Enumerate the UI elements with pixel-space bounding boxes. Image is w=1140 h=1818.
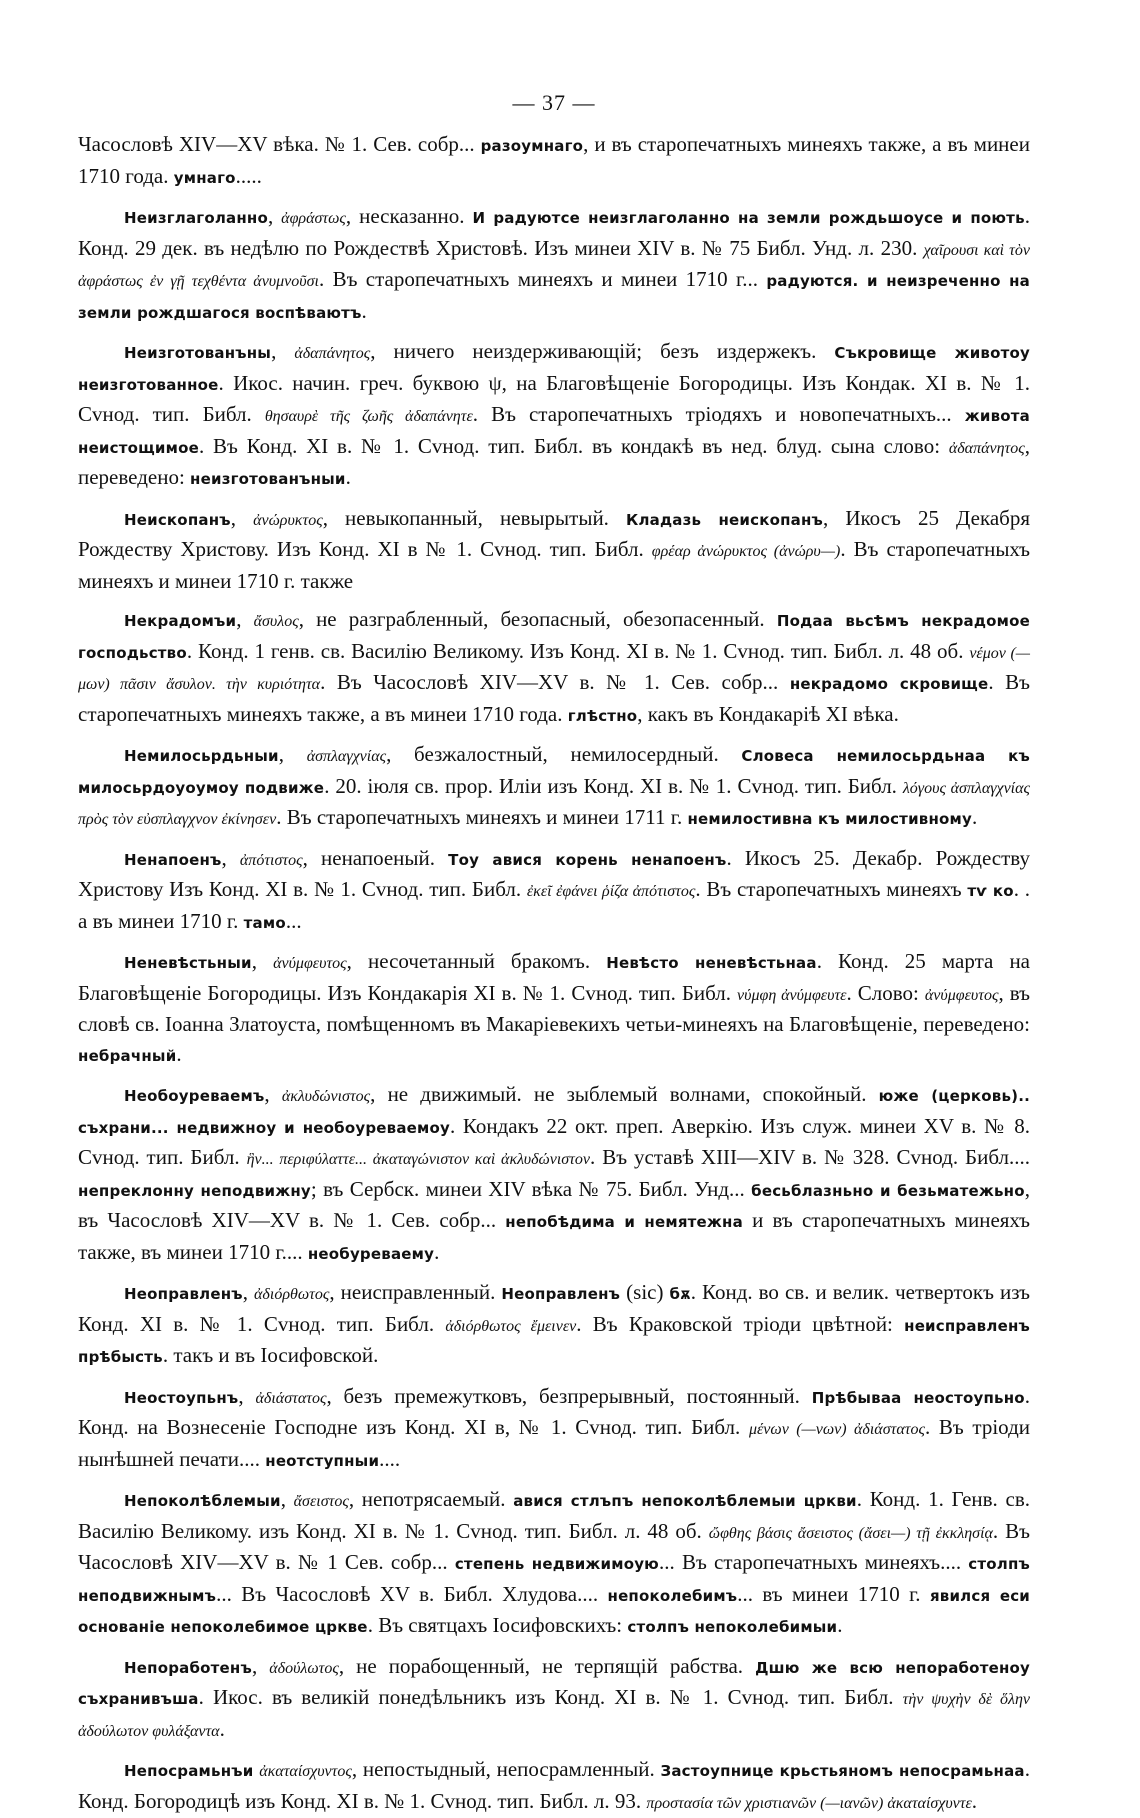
slavonic-quote: радуются. и неизреченно на земли рождшагося воспѣваютъ bbox=[78, 272, 1031, 322]
entry-text: . Икосъ 25. Декабр. Рождеству Христову Изъ Конд. XI в. № 1. Сvнод. тип. Библ. bbox=[78, 845, 1031, 901]
slavonic-quote: небрачный bbox=[78, 1046, 177, 1065]
slavonic-quote: непреклонну неподвижну bbox=[78, 1181, 311, 1200]
separator: , bbox=[242, 1280, 255, 1304]
greek-equivalent: ἀπότιστος bbox=[239, 851, 303, 869]
dictionary-entry bbox=[78, 1080, 1030, 1269]
slavonic-quote: Тоу авися корень ненапоенъ bbox=[448, 850, 727, 869]
entry-text: ... въ минеи 1710 г. bbox=[737, 1581, 930, 1606]
entry-text: . Икос. начин. греч. буквою ψ, на Благовѣщеніе Богородицы. Изъ Кондак. XI в. № 1. Сvнод. тип. Библ. bbox=[78, 370, 1030, 426]
dictionary-entry bbox=[78, 1485, 1030, 1643]
slavonic-quote: Кладазь неископанъ bbox=[626, 510, 824, 529]
greek-equivalent: ἀφράστως bbox=[281, 210, 346, 227]
slavonic-quote: разоумнаго bbox=[480, 137, 584, 155]
slavonic-quote: Дшю же всю непоработеноу съхранивъша bbox=[78, 1658, 1031, 1708]
slavonic-quote: авися стлъпъ непоколѣблемыи цркви bbox=[513, 1492, 857, 1510]
entry-text: . Въ уставѣ XIII—XIV в. № 328. Сvнод. Библ.... bbox=[590, 1145, 1030, 1169]
greek-equivalent: ἀδούλωτος bbox=[269, 1659, 339, 1677]
dictionary-entry bbox=[78, 740, 1030, 835]
entry-text: , не порабощенный, не терпящій рабства. bbox=[338, 1653, 756, 1678]
entry-text: , переведено: bbox=[78, 433, 1030, 489]
slavonic-quote: Съкровище животоу неизготованное bbox=[78, 344, 1031, 394]
slavonic-quote: немилостивна къ милостивному bbox=[687, 810, 972, 828]
entry-text: , и въ старопечатныхъ минеяхъ также, а въ минеи 1710 года. bbox=[78, 132, 1030, 188]
slavonic-quote: неотступныи bbox=[265, 1451, 380, 1470]
slavonic-quote: И радуютсе неизглаголанно на земли рождьшоусе и поють bbox=[472, 209, 1025, 227]
entry-text: . Конд. 29 дек. въ недѣлю по Рождествѣ Христовѣ. Изъ минеи XIV в. № 75 Библ. Унд. л. 230. bbox=[78, 204, 1031, 260]
separator: , bbox=[251, 1653, 270, 1678]
greek-quote: ἣν... περιφύλαττε... ἀκαταγώνιστον καὶ ἀκλυδώνιστον bbox=[246, 1151, 590, 1168]
greek-quote: χαῖρουσι καὶ τὸν ἀφράστως ἐν γῇ τεχθέντα ἀνυμνοῦσι bbox=[78, 241, 1031, 290]
separator: , bbox=[264, 1082, 282, 1106]
greek-equivalent: ἄσυλος bbox=[253, 613, 299, 630]
entry-headword: Неископанъ bbox=[124, 510, 231, 529]
dictionary-entry bbox=[78, 1652, 1030, 1747]
dictionary-entry bbox=[78, 947, 1030, 1071]
entry-text: . Конд. 25 марта на Благовѣщеніе Богородицы. Изъ Кондакарія XI в. № 1. Сvнод. тип. Библ. bbox=[78, 949, 1031, 1005]
entry-text: . bbox=[345, 465, 351, 489]
dictionary-entry bbox=[78, 1278, 1030, 1373]
dictionary-entry bbox=[78, 844, 1030, 939]
entry-text: . Въ старопечатныхъ минеяхъ и минеи 1710 г. также bbox=[78, 537, 1030, 593]
slavonic-quote: тамо bbox=[243, 913, 286, 932]
greek-equivalent: ἀδαπάνητος bbox=[294, 345, 371, 362]
slavonic-quote: Подаа вьсѣмъ некрадомое господьство bbox=[78, 612, 1031, 662]
separator: , bbox=[238, 1383, 256, 1408]
entry-text: . bbox=[176, 1041, 182, 1066]
entry-text: . Въ тріоди нынѣшней печати.... bbox=[78, 1415, 1030, 1471]
entry-text: , въ Часословѣ XIV—XV в. № 1. Сев. собр... bbox=[78, 1176, 1031, 1232]
entry-text: , безъ премежутковъ, безпрерывный, постоянный. bbox=[326, 1383, 812, 1408]
slavonic-quote: бесьблазньно и безьматежьно bbox=[751, 1181, 1025, 1200]
entry-text: , безжалостный, немилосердный. bbox=[386, 742, 742, 766]
entry-headword: Неоправленъ bbox=[124, 1285, 243, 1303]
entry-headword: Необоуреваемъ bbox=[124, 1087, 265, 1105]
entry-headword: Неизготованъны bbox=[124, 344, 272, 362]
separator: , bbox=[280, 1487, 294, 1511]
greek-quote: λόγους ἀσπλαγχνίας πρὸς τὸν εὐσπλαγχνον ἐκίνησεν bbox=[78, 779, 1031, 828]
slavonic-quote: Неоправленъ bbox=[501, 1285, 621, 1303]
slavonic-quote: столпъ неподвижнымъ bbox=[78, 1555, 1030, 1605]
greek-equivalent: ἀκαταίσχυντος bbox=[259, 1763, 352, 1780]
entry-text: , не движимый. не зыблемый волнами, спокойный. bbox=[370, 1082, 879, 1106]
greek-equivalent: ἀνύμφευτος bbox=[273, 955, 347, 972]
dictionary-entry bbox=[78, 1382, 1030, 1477]
entry-text: . bbox=[837, 1613, 843, 1637]
entry-text: , несказанно. bbox=[345, 204, 473, 228]
entry-text: . bbox=[971, 1788, 978, 1813]
greek-equivalent: ἄσειστος bbox=[293, 1493, 349, 1510]
slavonic-quote: юже (церковь).. съхрани... недвижноу и необоуреваемоу bbox=[78, 1087, 1030, 1137]
slavonic-quote: степень недвижимоую bbox=[454, 1555, 659, 1573]
entry-text: . Конд. во св. и велик. четвертокъ изъ Конд. XI в. № 1. Сvнод. тип. Библ. bbox=[78, 1280, 1030, 1336]
slavonic-quote: тѵ ко bbox=[967, 882, 1014, 900]
entry-headword: Некрадомъи bbox=[124, 612, 237, 630]
entry-headword: Непоколѣблемыи bbox=[124, 1492, 281, 1510]
slavonic-quote: живота неистощимое bbox=[78, 407, 1030, 457]
separator: , bbox=[271, 339, 295, 363]
entry-text: ... Въ старопечатныхъ минеяхъ.... bbox=[658, 1550, 969, 1574]
entry-text: . Конд. Богородицѣ изъ Конд. XI в. № 1. Сvнод. тип. Библ. л. 93. bbox=[78, 1757, 1030, 1813]
greek-quote: ἀδιόρθωτος ἔμεινεν bbox=[445, 1317, 577, 1335]
slavonic-quote: бѫ bbox=[669, 1285, 691, 1303]
separator: , bbox=[267, 204, 282, 228]
entry-text: . такъ и въ Іосифовской. bbox=[162, 1343, 379, 1367]
separator: , bbox=[230, 505, 254, 530]
entry-text: , какъ въ Кондакаріѣ XI вѣка. bbox=[637, 701, 899, 726]
entry-text: . Въ Краковской тріоди цвѣтной: bbox=[576, 1311, 905, 1336]
entry-text: . bbox=[219, 1716, 225, 1741]
greek-equivalent: ἀδιάστατος bbox=[255, 1389, 327, 1407]
entry-text: . bbox=[971, 805, 978, 829]
slavonic-quote: Застоупнице крьстьяномъ непосрамьнаа bbox=[660, 1762, 1025, 1780]
entry-text: (sic) bbox=[620, 1280, 670, 1304]
entry-text: , непостыдный, непосрамленный. bbox=[351, 1757, 661, 1781]
greek-quote: θησαυρὲ τῆς ζωῆς ἀδαπάνητε bbox=[264, 408, 473, 425]
entry-text: , непотрясаемый. bbox=[348, 1487, 514, 1511]
greek-quote: τὴν ψυχὴν δὲ ὅλην ἀδούλωτον φυλάξαντα bbox=[78, 1691, 1030, 1740]
greek-quote: ἀδαπάνητος bbox=[948, 439, 1025, 457]
slavonic-quote: Прѣбываа неостоупьно bbox=[811, 1388, 1025, 1407]
dictionary-entry bbox=[78, 1755, 1030, 1818]
slavonic-quote: столпъ непоколебимыи bbox=[627, 1618, 838, 1636]
dictionary-entry bbox=[78, 504, 1030, 597]
entry-text: . Конд. на Вознесеніе Господне изъ Конд. XI в, № 1. Сvнод. тип. Библ. bbox=[78, 1383, 1031, 1439]
separator: , bbox=[278, 742, 307, 766]
entry-headword: Неизглаголанно bbox=[124, 209, 268, 227]
entry-text: , не разграбленный, безопасный, обезопасенный. bbox=[298, 607, 777, 631]
entry-text: . bbox=[434, 1239, 440, 1264]
entry-text: ... Въ Часословѣ XV в. Библ. Хлудова.... bbox=[216, 1581, 608, 1606]
greek-quote: ὤφθης βάσις ἄσειστος (ἄσει—) τῇ ἐκκλησίᾳ bbox=[708, 1524, 993, 1542]
separator: , bbox=[251, 949, 274, 973]
entry-text: . Кондакъ 22 окт. преп. Аверкію. Изъ служ. минеи XV в. № 8. Сvнод. тип. Библ. bbox=[78, 1113, 1030, 1169]
entry-headword: Неостоупьнъ bbox=[124, 1388, 239, 1407]
entry-text: ; въ Сербск. минеи XIV вѣка № 75. Библ. Унд... bbox=[310, 1176, 752, 1201]
entry-text: .... bbox=[379, 1446, 401, 1471]
separator: , bbox=[221, 845, 240, 870]
slavonic-quote: необуреваему bbox=[307, 1244, 435, 1263]
entry-text: . bbox=[361, 298, 367, 323]
slavonic-quote: Словеса немилосьрдьнаа къ милосьрдоуоумоу подвиже bbox=[78, 747, 1031, 797]
slavonic-quote: некрадомо скровище bbox=[789, 675, 989, 693]
slavonic-quote: Невѣсто неневѣстьнаа bbox=[606, 954, 817, 972]
entry-text: . Въ старопечатныхъ тріодяхъ и новопечатныхъ... bbox=[472, 402, 965, 426]
entry-text: , ненапоеный. bbox=[302, 845, 449, 870]
greek-quote: ἀνύμφευτος bbox=[924, 986, 999, 1004]
slavonic-quote: неизготованъныи bbox=[190, 470, 346, 488]
entry-text: . . а въ минеи 1710 г. bbox=[78, 877, 1030, 933]
entry-text: . 20. іюля св. прор. Иліи изъ Конд. XI в. № 1. Сvнод. тип. Библ. bbox=[324, 773, 903, 798]
entry-headword: Непоработенъ bbox=[124, 1658, 252, 1677]
entry-text: , ничего неиздерживающій; безъ издержекъ. bbox=[370, 339, 835, 363]
entry-text: . Конд. 1. Генв. св. Василію Великому. изъ Конд. XI в. № 1. Сvнод. тип. Библ. л. 48 об. bbox=[78, 1487, 1031, 1543]
entry-text: . Слово: bbox=[846, 980, 925, 1005]
greek-equivalent: ἀδιόρθωτος bbox=[254, 1286, 330, 1303]
greek-equivalent: ἀκλυδώνιστος bbox=[281, 1088, 371, 1105]
greek-equivalent: ἀνώρυκτος bbox=[253, 511, 323, 529]
separator: , bbox=[236, 607, 254, 631]
dictionary-entry-continuation bbox=[78, 130, 1030, 193]
entry-text: ..... bbox=[235, 163, 262, 188]
dictionary-entry bbox=[78, 202, 1030, 328]
entry-text: . Конд. 1 генв. св. Василію Великому. Изъ Конд. XI в. № 1. Сvнод. тип. Библ. л. 48 об. bbox=[186, 638, 970, 663]
greek-quote: νύμφη ἀνύμφευτε bbox=[737, 986, 847, 1004]
slavonic-quote: умнаго bbox=[173, 168, 236, 187]
slavonic-quote: непобѣдима и немятежна bbox=[505, 1213, 743, 1231]
entry-text: . Въ старопечатныхъ минеяхъ bbox=[695, 877, 968, 901]
entry-text: , невыкопанный, невырытый. bbox=[322, 505, 627, 530]
greek-equivalent: ἀσπλαγχνίας bbox=[306, 748, 387, 765]
greek-quote: προστασία τῶν χριστιανῶν (—ιανῶν) ἀκαταίσχυντε bbox=[646, 1794, 972, 1812]
slavonic-quote: глѣстно bbox=[567, 706, 638, 725]
entry-text: , въ словѣ св. Іоанна Златоуста, помѣщенномъ въ Макаріевекихъ четьи-минеяхъ на Благовѣщеніе, переведено: bbox=[78, 980, 1031, 1036]
entry-text: . Икос. въ великій понедѣльникъ изъ Конд. XI в. № 1. Сvнод. тип. Библ. bbox=[198, 1685, 903, 1709]
entry-text: , несочетанный бракомъ. bbox=[346, 949, 607, 973]
entry-text: . Въ святцахъ Іосифовскихъ: bbox=[367, 1613, 628, 1637]
entry-text: . Въ старопечатныхъ минеяхъ и минеи 1710 г... bbox=[318, 267, 767, 291]
greek-quote: νέμον (—μων) πᾶσιν ἄσυλον. τὴν κυριότητα bbox=[78, 644, 1031, 693]
entry-text: . Въ Конд. XI в. № 1. Сvнод. тип. Библ. въ кондакѣ въ нед. блуд. сына слово: bbox=[198, 433, 949, 458]
slavonic-quote: явился еси основаніе непоколебимое црквe bbox=[78, 1586, 1030, 1636]
entry-headword: Непосрамьнъи bbox=[124, 1762, 254, 1780]
slavonic-quote: непоколебимъ bbox=[607, 1586, 738, 1605]
dictionary-entry bbox=[78, 337, 1030, 495]
entry-text: . Въ старопечатныхъ минеяхъ и минеи 1711 г. bbox=[276, 805, 688, 829]
entry-text: , неисправленный. bbox=[329, 1280, 502, 1304]
dictionary-entry bbox=[78, 605, 1030, 731]
entry-text: , Икосъ 25 Декабря Рождеству Христову. Изъ Конд. XI в № 1. Сvнод. тип. Библ. bbox=[78, 505, 1030, 561]
entry-text: ... bbox=[285, 908, 302, 933]
entry-text: Часословѣ XIV—XV вѣка. № 1. Сев. собр... bbox=[78, 132, 481, 156]
slavonic-quote: неисправленъ прѣбысть bbox=[78, 1316, 1030, 1366]
entry-text: и въ старопечатныхъ минеяхъ также, въ минеи 1710 г.... bbox=[78, 1208, 1030, 1264]
entry-headword: Немилосьрдьныи bbox=[124, 747, 279, 765]
entry-text: . Въ Часословѣ XIV—XV в. № 1. Сев. собр... bbox=[320, 670, 790, 694]
greek-quote: ἐκεῖ ἐφάνει ῥίζα ἀπότιστος bbox=[526, 883, 696, 900]
entry-headword: Ненапоенъ bbox=[124, 850, 222, 869]
entry-text: . Въ старопечатныхъ минеяхъ также, а въ минеи 1710 года. bbox=[78, 670, 1030, 726]
greek-quote: μένων (—νων) ἀδιάστατος bbox=[748, 1421, 925, 1438]
page-number: — 37 — bbox=[512, 90, 596, 115]
entry-text: . Въ Часословѣ XIV—XV в. № 1 Сев. собр... bbox=[78, 1518, 1030, 1574]
greek-quote: φρέαρ ἀνώρυκτος (ἀνώρυ—) bbox=[651, 543, 841, 560]
entry-headword: Неневѣстьныи bbox=[124, 954, 252, 972]
